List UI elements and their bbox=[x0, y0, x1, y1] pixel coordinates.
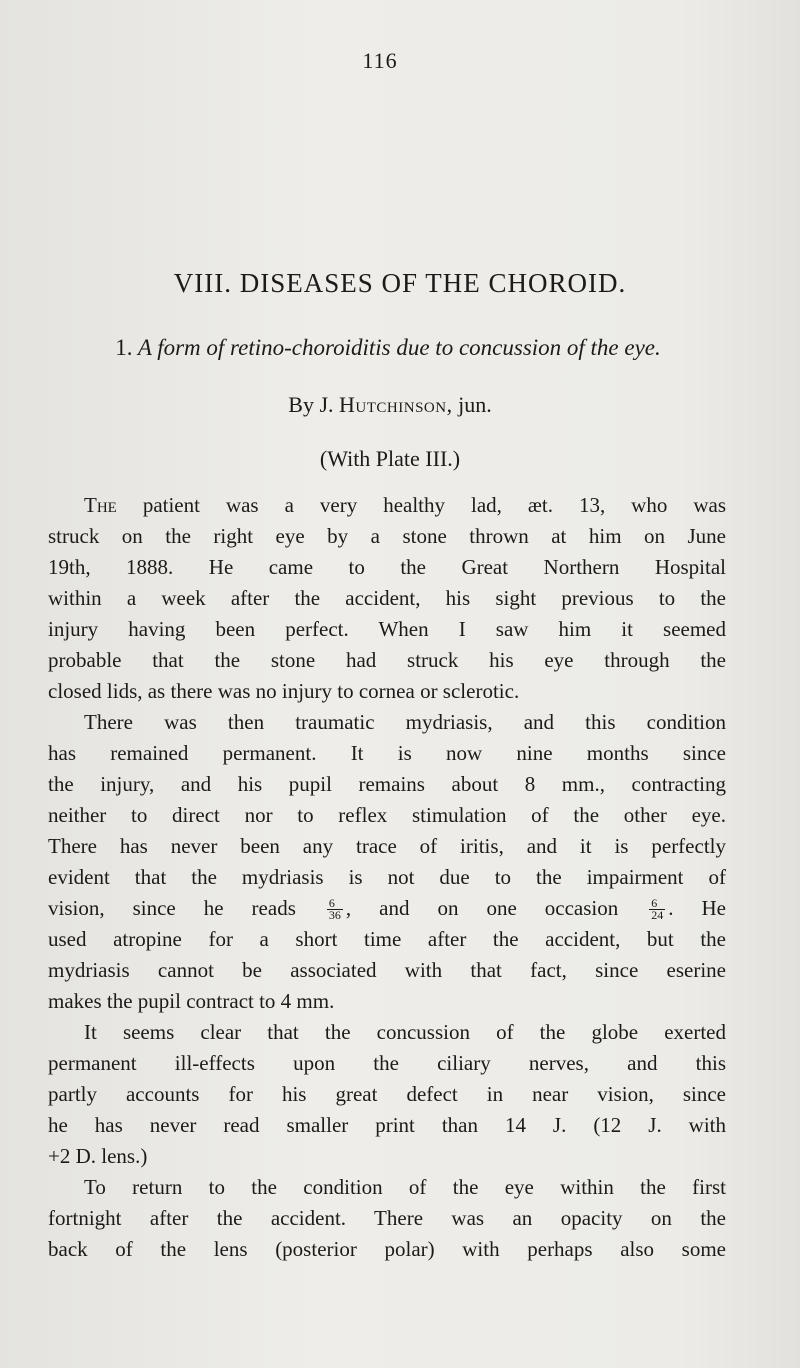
text-line: used atropine for a short time after the accident, but the bbox=[48, 927, 726, 951]
section-heading: VIII. DISEASES OF THE CHOROID. bbox=[173, 268, 627, 298]
text-line: +2 D. lens.) bbox=[48, 1144, 148, 1168]
text-line: partly accounts for his great defect in near vision, since bbox=[48, 1082, 726, 1106]
text-fragment: vision, since he reads bbox=[48, 896, 296, 920]
text-line: the injury, and his pupil remains about 8 mm., contracting bbox=[48, 772, 726, 796]
text-line: permanent ill-effects upon the ciliary nerves, and this bbox=[48, 1051, 726, 1075]
text-fragment: patient was a very healthy lad, æt. 13, who was bbox=[142, 493, 726, 517]
text-fragment: . He bbox=[668, 896, 726, 920]
article-title bbox=[48, 335, 728, 361]
text-line: probable that the stone had struck his eye through the bbox=[48, 648, 726, 672]
text-line: he has never read smaller print than 14 J. (12 J. with bbox=[48, 1113, 726, 1137]
text-line: closed lids, as there was no injury to cornea or sclerotic. bbox=[48, 679, 520, 703]
text-line: To return to the condition of the eye within the first bbox=[84, 1175, 726, 1199]
first-word: The bbox=[84, 493, 117, 517]
text-line: struck on the right eye by a stone thrown at him on June bbox=[48, 524, 726, 548]
fraction-numerator: 6 bbox=[649, 898, 665, 910]
text-line: There has never been any trace of iritis, and it is perfectly bbox=[48, 834, 726, 858]
byline bbox=[0, 392, 780, 418]
text-line: evident that the mydriasis is not due to the impairment of bbox=[48, 865, 726, 889]
text-line: There was then traumatic mydriasis, and this condition bbox=[84, 710, 726, 734]
text-line bbox=[48, 490, 726, 521]
text-line: back of the lens (posterior polar) with perhaps also some bbox=[48, 1237, 726, 1261]
fraction bbox=[649, 898, 665, 921]
fraction-denominator: 36 bbox=[328, 908, 341, 922]
author-name: Hutchinson, bbox=[339, 392, 453, 417]
text-line: within a week after the accident, his sight previous to the bbox=[48, 586, 726, 610]
text-line: It seems clear that the concussion of the globe exerted bbox=[84, 1020, 726, 1044]
text-line: mydriasis cannot be associated with that fact, since eserine bbox=[48, 958, 726, 982]
page-number: 116 bbox=[362, 48, 398, 73]
fraction-numerator: 6 bbox=[327, 898, 343, 910]
fraction-denominator: 24 bbox=[651, 908, 664, 922]
byline-prefix: By J. bbox=[288, 392, 334, 417]
text-line: makes the pupil contract to 4 mm. bbox=[48, 989, 335, 1013]
text-line: 19th, 1888. He came to the Great Northern Hospital bbox=[48, 555, 726, 579]
text-line: fortnight after the accident. There was an opacity on the bbox=[48, 1206, 726, 1230]
text-line: has remained permanent. It is now nine months since bbox=[48, 741, 726, 765]
text-line bbox=[48, 893, 726, 924]
text-fragment: , and on one occasion bbox=[345, 896, 619, 920]
fraction bbox=[327, 898, 343, 921]
body-text bbox=[48, 490, 726, 1265]
text-line: neither to direct nor to reflex stimulation of the other eye. bbox=[48, 803, 726, 827]
byline-suffix: jun. bbox=[458, 392, 492, 417]
plate-note: (With Plate III.) bbox=[319, 446, 461, 471]
text-line: injury having been perfect. When I saw him it seemed bbox=[48, 617, 726, 641]
article-title-text: A form of retino-choroiditis due to concussion of the eye. bbox=[137, 335, 661, 360]
article-number: 1. bbox=[115, 335, 133, 360]
